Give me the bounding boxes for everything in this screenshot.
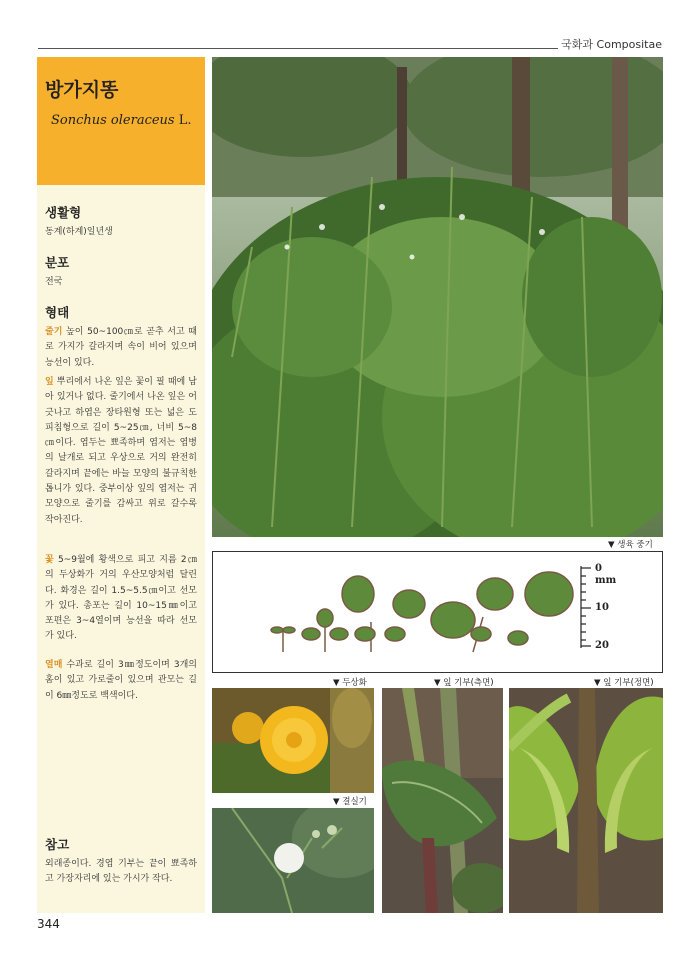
- scale-tick-10: 10: [595, 602, 609, 613]
- header-rule: [38, 48, 558, 49]
- stem-label: 줄기: [45, 327, 63, 337]
- leaf-front-photo: [509, 688, 663, 913]
- flower-text: 5~9월에 황색으로 피고 지름 2㎝의 두상화가 거의 우산모양처럼 달린다. 화경은 길이 1.5~5.5㎝이고 선모가 있다. 총포는 길이 10~15㎜이고 포편은 3~4열이며 능선을 따라 선모가 있다.: [45, 555, 197, 642]
- page-number: 344: [37, 917, 60, 931]
- scientific-author: L.: [178, 113, 192, 128]
- flower-photo: [212, 688, 374, 793]
- title-korean: 방가지똥: [45, 79, 119, 101]
- growth-caption: ▼ 생육 중기: [608, 540, 653, 550]
- leaf-front-caption: ▼ 잎 기부(정면): [594, 678, 654, 688]
- leaf-side-photo: [382, 688, 503, 913]
- title-scientific: [51, 113, 192, 128]
- seedling-caption: ▼ 두상화: [333, 678, 367, 688]
- growth-photo: [212, 57, 663, 537]
- fruit-photo: [212, 808, 374, 913]
- title-box: [37, 57, 205, 185]
- leaf-text: 뿌리에서 나온 잎은 꽃이 필 때에 남아 있거나 없다. 줄기에서 나온 잎은 어긋나고 하엽은 장타원형 또는 넓은 도피침형으로 길이 5~25㎝, 너비 5~8㎝이다. 엽두는 뾰족하며 엽저는 엽병의 날개로 되고 우상으로 거의 완전히 갈라지며 끝에는 바늘 모양의 불규칙한 톱니가 있다. 중부이상 잎의 엽저는 귀모양으로 줄기를 감싸고 위로 갈수록 작아진다.: [45, 377, 197, 525]
- scale-tick-20: 20: [595, 640, 609, 651]
- reference-text: 외래종이다. 경엽 기부는 끝이 뾰족하고 가장자리에 있는 가시가 작다.: [45, 859, 197, 885]
- flower-label: 꽃: [45, 555, 54, 565]
- reference-heading: 참고: [45, 837, 70, 852]
- leaf-label: 잎: [45, 377, 54, 387]
- fruit-label: 열매: [45, 660, 63, 670]
- sidebar: [37, 57, 205, 913]
- flower-paragraph: [45, 553, 197, 645]
- leaf-paragraph: [45, 375, 197, 528]
- lifeform-heading: 생활형: [45, 205, 82, 220]
- leaf-side-caption: ▼ 잎 기부(측면): [434, 678, 494, 688]
- stem-text: 높이 50~100㎝로 곧추 서고 때로 가지가 갈라지며 속이 비어 있으며 능선이 있다.: [45, 327, 197, 368]
- seedling-photo: [212, 551, 663, 673]
- fruit-text: 수과로 길이 3㎜정도이며 3개의 홈이 있고 가로줄이 있으며 관모는 길이 6㎜정도로 백색이다.: [45, 660, 197, 701]
- header-family: 국화과 Compositae: [561, 38, 662, 51]
- scale-tick-0: 0: [595, 563, 602, 574]
- morphology-heading: 형태: [45, 305, 70, 320]
- stem-paragraph: [45, 325, 197, 371]
- fruit-paragraph: [45, 658, 197, 704]
- lifeform-text: 동계(하계)일년생: [45, 227, 113, 237]
- scientific-binomial: Sonchus oleraceus: [51, 113, 175, 128]
- fruit-caption: ▼ 결실기: [333, 797, 367, 807]
- distribution-text: 전국: [45, 277, 63, 287]
- scale-unit: mm: [595, 575, 617, 586]
- distribution-heading: 분포: [45, 255, 70, 270]
